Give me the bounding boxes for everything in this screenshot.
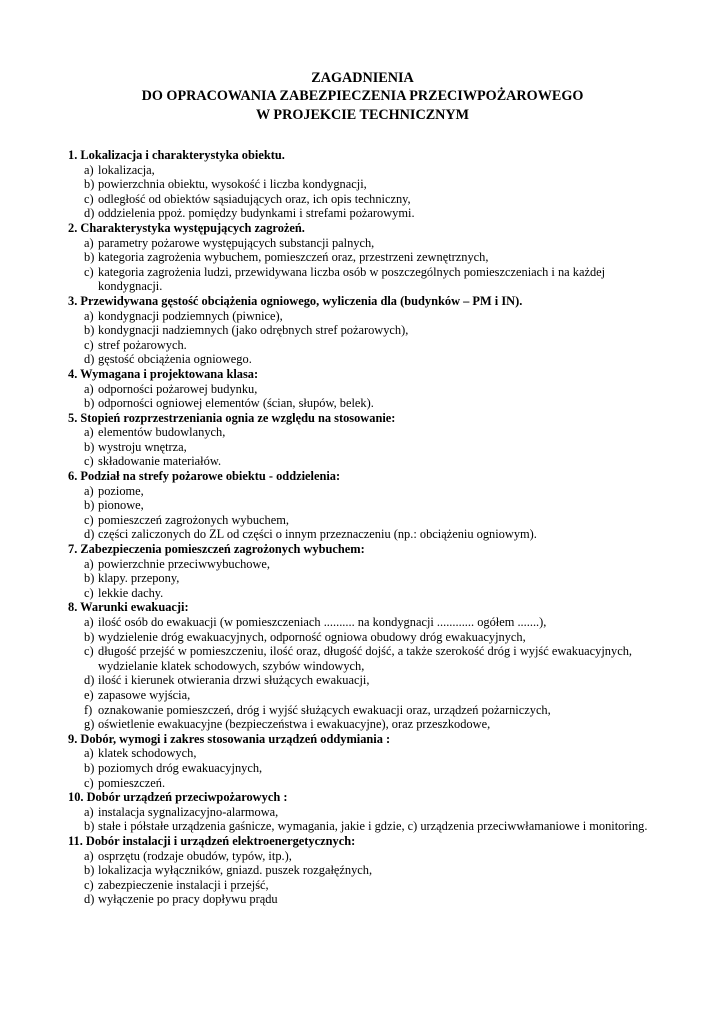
section: [68, 542, 648, 600]
list-item-text: kondygnacji nadziemnych (jako odrębnych stref pożarowych),: [98, 323, 409, 338]
list-item: [68, 163, 648, 178]
list-item-text: poziomych dróg ewakuacyjnych,: [98, 760, 263, 775]
list-item: [68, 454, 648, 469]
title-line-2: DO OPRACOWANIA ZABEZPIECZENIA PRZECIWPOŻAROWEGO: [141, 88, 584, 105]
list-item-label: b): [84, 439, 95, 454]
list-item: [68, 309, 648, 324]
list-item: [68, 673, 648, 688]
list-item-text: długość przejść w pomieszczeniu, ilość oraz, długość dojść, a także szerokość dróg i wyjść ewakuacyjnych, wydzielanie klatek schodowych, szybów windowych,: [98, 644, 632, 673]
list-item-label: a): [84, 746, 94, 761]
list-item: [68, 527, 648, 542]
section-title: 9. Dobór, wymogi i zakres stosowania urządzeń oddymiania :: [68, 731, 391, 746]
list-item-text: kategoria zagrożenia ludzi, przewidywana liczba osób w poszczególnych pomieszczeniach i na każdej kondygnacji.: [98, 264, 606, 294]
list-item: [68, 776, 648, 791]
list-item-text: klapy. przepony,: [98, 571, 180, 586]
list-item-text: gęstość obciążenia ogniowego.: [98, 352, 252, 367]
section-title: 5. Stopień rozprzestrzeniania ognia ze względu na stosowanie:: [68, 410, 396, 425]
list-item-label: a): [84, 483, 94, 498]
section: [68, 600, 648, 731]
section: [68, 148, 648, 221]
list-item: [68, 863, 648, 878]
list-item-text: lokalizacja wyłączników, gniazd. puszek rozgałęźnych,: [98, 863, 373, 878]
list-item-text: klatek schodowych,: [98, 746, 197, 761]
section: [68, 221, 648, 294]
list-item-label: a): [84, 615, 94, 629]
list-item: [68, 703, 648, 718]
list-item: [68, 849, 648, 864]
list-item: [68, 177, 648, 192]
list-item-text: zabezpieczenie instalacji i przejść,: [98, 877, 269, 892]
list-item-text: ilość i kierunek otwierania drzwi służących ewakuacji,: [98, 673, 370, 688]
list-item-text: ilość osób do ewakuacji (w pomieszczeniach .......... na kondygnacji ............ ogółem .......),: [98, 615, 547, 629]
list-item: [68, 761, 648, 776]
list-item: [68, 717, 648, 732]
section-title: 6. Podział na strefy pożarowe obiektu - oddzielenia:: [68, 469, 341, 484]
section-title: 2. Charakterystyka występujących zagrożeń.: [68, 220, 305, 235]
list-item: [68, 644, 648, 673]
list-item-text: osprzętu (rodzaje obudów, typów, itp.),: [98, 848, 292, 863]
list-item-label: c): [84, 454, 94, 469]
list-item: [68, 688, 648, 703]
list-item-label: d): [84, 527, 95, 542]
list-item-text: powierzchnia obiektu, wysokość i liczba kondygnacji,: [98, 177, 367, 192]
section-title: 11. Dobór instalacji i urządzeń elektroenergetycznych:: [68, 833, 356, 848]
title-line-3: W PROJEKCIE TECHNICZNYM: [255, 106, 470, 123]
list-item-text: wystroju wnętrza,: [98, 439, 187, 454]
list-item-label: b): [84, 177, 95, 192]
list-item-label: c): [84, 644, 94, 659]
list-item-text: odporności pożarowej budynku,: [98, 381, 258, 396]
list-item: [68, 805, 648, 820]
list-item-label: f): [84, 702, 93, 717]
list-item-label: c): [84, 191, 94, 206]
list-item-label: c): [84, 337, 94, 352]
list-item-label: a): [84, 804, 94, 819]
list-item-text: lokalizacja,: [98, 162, 155, 177]
list-item: [68, 484, 648, 499]
document-body: [68, 148, 648, 907]
list-item: [68, 557, 648, 572]
list-item-label: a): [84, 848, 94, 863]
list-item: [68, 746, 648, 761]
list-item-label: a): [84, 308, 94, 323]
list-item: [68, 440, 648, 455]
list-item: [68, 513, 648, 528]
list-item-text: oddzielenia ppoż. pomiędzy budynkami i strefami pożarowymi.: [98, 206, 415, 221]
list-item-text: odległość od obiektów sąsiadujących oraz, ich opis techniczny,: [98, 191, 411, 206]
list-item-label: c): [84, 775, 94, 790]
section-title: 7. Zabezpieczenia pomieszczeń zagrożonych wybuchem:: [68, 542, 365, 557]
list-item-label: b): [84, 819, 95, 834]
list-item-text: powierzchnie przeciwwybuchowe,: [98, 556, 271, 571]
list-item-text: zapasowe wyjścia,: [98, 687, 191, 702]
section-title: 8. Warunki ewakuacji:: [68, 600, 189, 615]
list-item-label: c): [84, 264, 94, 279]
list-item-text: lekkie dachy.: [98, 585, 164, 600]
list-item-text: kategoria zagrożenia wybuchem, pomieszczeń oraz, przestrzeni zewnętrznych,: [98, 250, 489, 265]
list-item-label: b): [84, 250, 95, 265]
section: [68, 411, 648, 469]
list-item-text: składowanie materiałów.: [98, 454, 222, 469]
list-item-text: pomieszczeń zagrożonych wybuchem,: [98, 512, 289, 527]
list-item-text: wydzielenie dróg ewakuacyjnych, odporność ogniowa obudowy dróg ewakuacyjnych,: [98, 629, 526, 644]
list-item: [68, 571, 648, 586]
list-item-text: parametry pożarowe występujących substancji palnych,: [98, 235, 375, 250]
list-item-label: b): [84, 863, 95, 878]
list-item-text: poziome,: [98, 483, 144, 498]
list-item: [68, 352, 648, 367]
list-item: [68, 323, 648, 338]
list-item-label: e): [84, 687, 94, 702]
list-item-text: odporności ogniowej elementów (ścian, słupów, belek).: [98, 396, 374, 411]
list-item-text: wyłączenie po pracy dopływu prądu: [98, 892, 278, 907]
list-item: [68, 265, 648, 294]
list-item-label: d): [84, 892, 95, 907]
section: [68, 732, 648, 790]
list-item-label: c): [84, 585, 94, 600]
list-item: [68, 425, 648, 440]
list-item-label: g): [84, 717, 95, 732]
section-title: 4. Wymagana i projektowana klasa:: [68, 366, 259, 381]
list-item: [68, 819, 648, 834]
list-item-text: części zaliczonych do ZL od części o innym przeznaczeniu (np.: obciążeniu ogniowym).: [98, 527, 537, 542]
list-item-label: b): [84, 629, 95, 644]
list-item-text: pomieszczeń.: [98, 775, 166, 790]
list-item: [68, 615, 648, 630]
section: [68, 367, 648, 411]
list-item-label: d): [84, 352, 95, 367]
list-item: [68, 878, 648, 893]
list-item: [68, 382, 648, 397]
list-item: [68, 206, 648, 221]
list-item-label: c): [84, 512, 94, 527]
list-item-label: b): [84, 396, 95, 411]
list-item-text: oznakowanie pomieszczeń, dróg i wyjść służących ewakuacji oraz, urządzeń pożarniczych,: [98, 702, 551, 717]
list-item-text: oświetlenie ewakuacyjne (bezpieczeństwa i ewakuacyjne), oraz przeszkodowe,: [98, 717, 491, 732]
section: [68, 294, 648, 367]
list-item-label: c): [84, 877, 94, 892]
list-item-text: stałe i półstałe urządzenia gaśnicze, wymagania, jakie i gdzie, c) urządzenia przeciwwłamaniowe i monitoring.: [98, 819, 648, 834]
list-item-text: stref pożarowych.: [98, 337, 187, 352]
list-item-label: a): [84, 425, 94, 440]
section: [68, 790, 648, 834]
list-item: [68, 892, 648, 907]
list-item-label: a): [84, 235, 94, 250]
list-item-label: d): [84, 673, 95, 688]
list-item: [68, 498, 648, 513]
list-item-label: b): [84, 498, 95, 513]
list-item: [68, 250, 648, 265]
list-item: [68, 236, 648, 251]
list-item-text: pionowe,: [98, 498, 144, 513]
list-item-label: a): [84, 556, 94, 571]
section-title: 10. Dobór urządzeń przeciwpożarowych :: [68, 790, 288, 805]
section: [68, 834, 648, 907]
list-item-text: elementów budowlanych,: [98, 425, 226, 440]
list-item: [68, 396, 648, 411]
list-item-label: a): [84, 381, 94, 396]
section: [68, 469, 648, 542]
list-item-label: b): [84, 571, 95, 586]
list-item-label: b): [84, 323, 95, 338]
list-item: [68, 192, 648, 207]
list-item-label: a): [84, 162, 94, 177]
list-item-text: kondygnacji podziemnych (piwnice),: [98, 308, 283, 323]
list-item: [68, 586, 648, 601]
title-line-1: ZAGADNIENIA: [311, 70, 414, 86]
list-item-text: instalacja sygnalizacyjno-alarmowa,: [98, 804, 279, 819]
list-item: [68, 338, 648, 353]
section-title: 1. Lokalizacja i charakterystyka obiektu.: [68, 148, 285, 162]
list-item: [68, 630, 648, 645]
document-title: [0, 69, 725, 124]
list-item-label: d): [84, 206, 95, 221]
list-item-label: b): [84, 760, 95, 775]
section-title: 3. Przewidywana gęstość obciążenia ogniowego, wyliczenia dla (budynków – PM i IN).: [68, 293, 523, 308]
